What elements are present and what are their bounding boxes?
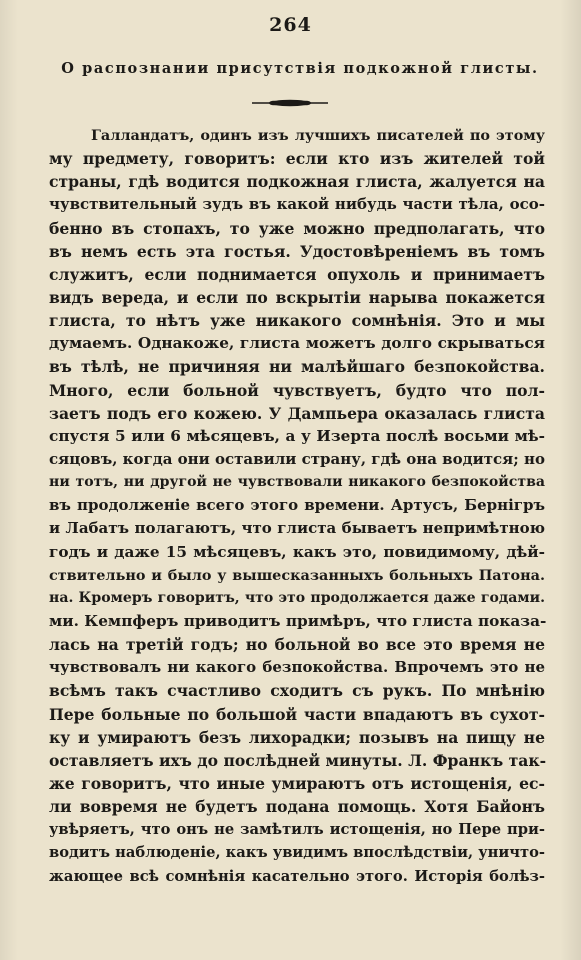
text-line: годъ и даже 15 мѣсяцевъ, какъ это, повидимому, дѣй-	[49, 542, 545, 561]
ornament-divider-icon	[250, 98, 330, 108]
text-line: Пере больные по большой части впадаютъ въ сухот-	[49, 704, 545, 724]
text-line: бенно въ стопахъ, то уже можно предполагать, что	[49, 218, 545, 238]
body-text	[49, 124, 545, 888]
text-line: спустя 5 или 6 мѣсяцевъ, а у Изерта послѣ восьми мѣ-	[49, 426, 545, 445]
text-line: ли вовремя не будетъ подана помощь. Хотя Байонъ	[49, 797, 545, 817]
text-line: же говоритъ, что иные умираютъ отъ истощенія, ес-	[49, 773, 545, 793]
text-line: на. Кромеръ говоритъ, что это продолжается даже годами.	[49, 589, 545, 606]
text-line: чувствительный зудъ въ какой нибудь части тѣла, осо-	[49, 195, 545, 214]
text-line: му предмету, говоритъ: если кто изъ жителей той	[49, 149, 545, 169]
text-line: заетъ подъ его кожею. У Дампьера оказалась глиста	[49, 403, 545, 423]
text-line: служитъ, если поднимается опухоль и принимаетъ	[49, 264, 545, 284]
text-line: ствительно и было у вышесказанныхъ больныхъ Патона.	[49, 566, 545, 584]
text-line: водитъ наблюденіе, какъ увидимъ впослѣдствіи, уничто-	[49, 844, 546, 862]
text-line: страны, гдѣ водится подкожная глиста, жалуется на	[49, 172, 545, 192]
text-line: думаемъ. Однакоже, глиста можетъ долго скрываться	[49, 334, 545, 353]
text-line: въ немъ есть эта гостья. Удостовѣреніемъ въ томъ	[49, 241, 545, 261]
text-line: оставляетъ ихъ до послѣдней минуты. Л. Франкъ так-	[49, 750, 547, 770]
text-line: ни тотъ, ни другой не чувствовали никакого безпокойства	[49, 474, 545, 491]
text-line: и Лабатъ полагаютъ, что глиста бываетъ непримѣтною	[49, 519, 545, 538]
text-line: въ продолженіе всего этого времени. Артусъ, Бернігръ	[49, 496, 545, 515]
text-line: ми. Кемпферъ приводитъ примѣръ, что глиста показа-	[49, 611, 547, 630]
text-line: увѣряетъ, что онъ не замѣтилъ истощенія, но Пере при-	[49, 821, 545, 839]
text-line: жающее всѣ сомнѣнія касательно этого. Исторія болѣз-	[49, 867, 545, 885]
text-line: въ тѣлѣ, не причиняя ни малѣйшаго безпокойства.	[49, 357, 545, 377]
text-line: Много, если больной чувствуетъ, будто что пол-	[49, 380, 545, 400]
text-line: сяцовъ, когда они оставили страну, гдѣ она водится; но	[49, 449, 545, 468]
text-line: лась на третій годъ; но больной во все это время не	[49, 635, 545, 655]
text-line: глиста, то нѣтъ уже никакого сомнѣнія. Это и мы	[49, 311, 545, 331]
text-line: видъ вереда, и если по вскрытіи нарыва покажется	[49, 287, 545, 307]
text-line: Галландатъ, одинъ изъ лучшихъ писателей по этому	[91, 127, 545, 144]
text-line: всѣмъ такъ счастливо сходитъ съ рукъ. По мнѣнію	[49, 681, 545, 701]
text-line: чувствовалъ ни какого безпокойства. Впрочемъ это не	[49, 658, 545, 677]
text-line: ку и умираютъ безъ лихорадки; позывъ на пищу не	[49, 727, 545, 747]
section-title: О распознании присутствія подкожной глисты.	[61, 60, 539, 77]
page-number: 264	[269, 14, 312, 36]
